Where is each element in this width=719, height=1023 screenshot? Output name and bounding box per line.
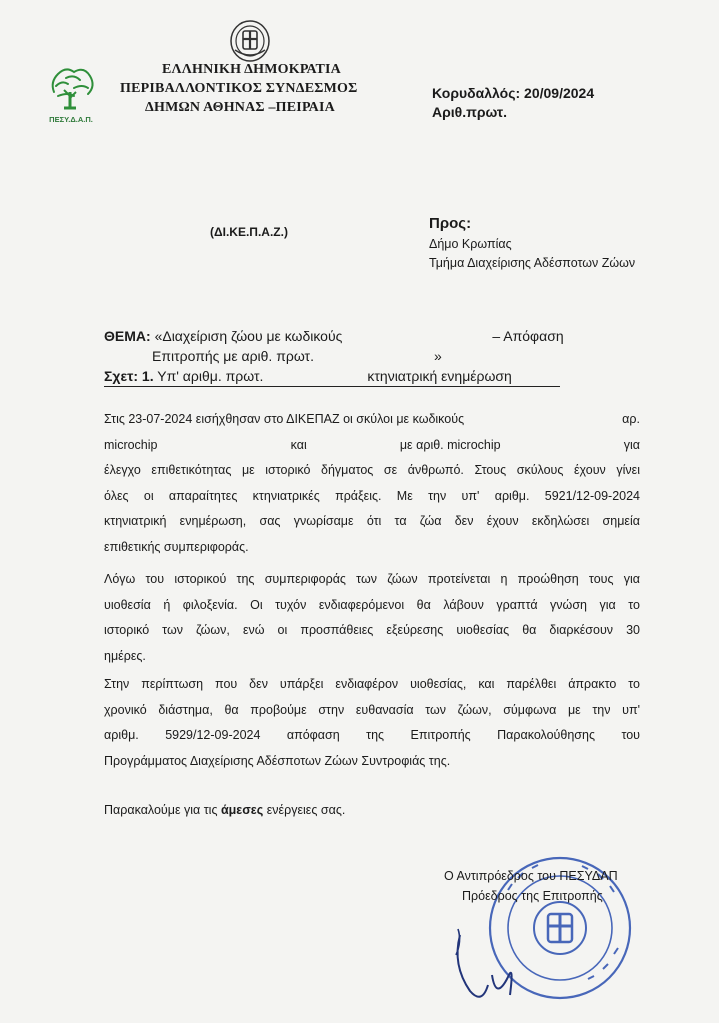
body-paragraph-2: Λόγω του ιστορικού της συμπεριφοράς των ζώων προτείνεται η προώθηση τους για υιοθεσία ή φιλοξενία. Οι τυχόν ενδιαφερόμενοι θα λάβουν γραπτά γνώση για το ιστορικό των ζώων, ενώ οι προσπάθειες εξεύρεσης υιοθεσίας θα διαρκέσουν 30 ημέρες. (104, 572, 640, 663)
redacted-reference (263, 368, 367, 384)
reference-line: Σχετ: 1. Υπ' αριθμ. πρωτ. κτηνιατρική ενημέρωση (104, 368, 512, 384)
subject-line-2: Επιτροπής με αριθ. πρωτ. » (152, 348, 442, 364)
header-line-2: ΠΕΡΙΒΑΛΛΟΝΤΙΚΟΣ ΣΥΝΔΕΣΜΟΣ (120, 81, 358, 96)
redacted-protocol (507, 104, 547, 120)
redacted-codes (342, 328, 492, 344)
signature-line-2: Πρόεδρος της Επιτροπής (462, 889, 603, 903)
recipient-line-1: Δήμο Κρωπίας (429, 237, 512, 251)
reference-label: Σχετ: 1. (104, 368, 154, 384)
protocol-number-label: Αριθ.πρωτ. (432, 104, 547, 120)
recipient-label: Προς: (429, 215, 472, 232)
header-line-3: ΔΗΜΩΝ ΑΘΗΝΑΣ –ΠΕΙΡΑΙΑ (145, 100, 335, 115)
signature-line-1: Ο Αντιπρόεδρος του ΠΕΣΥΔΑΠ (444, 869, 618, 883)
header-line-1: ΕΛΛΗΝΙΚΗ ΔΗΜΟΚΡΑΤΙΑ (162, 62, 341, 77)
body-paragraph-1: Στις 23-07-2024 εισήχθησαν στο ΔΙΚΕΠΑΖ οι σκύλοι με κωδικούς αρ. microchip και με αριθ. microchip για έλεγχο επιθετικότητας με ιστορικό δήγματος σε άνθρωπό. Στους σκύλους έχουν γίνει όλες οι απαραίτητες κτηνιατρικές πράξεις. Με την υπ' αριθμ. 5921/12-09-2024 κτηνιατρική ενημέρωση, σας γνωρίσαμε ότι τα ζώα δεν έχουν εκδηλώσει σημεία επιθετικής συμπεριφοράς. (104, 407, 640, 560)
logo-caption: ΠΕΣΥ.Δ.Α.Π. (49, 115, 93, 124)
closing-line: Παρακαλούμε για τις άμεσες ενέργειες σας. (104, 803, 346, 817)
place-date: Κορυδαλλός: 20/09/2024 (432, 85, 595, 101)
subject-block: ΘΕΜΑ: «Διαχείριση ζώου με κωδικούς – Απόφαση (104, 328, 564, 344)
subject-label: ΘΕΜΑ: (104, 328, 151, 344)
recipient-line-2: Τμήμα Διαχείρισης Αδέσποτων Ζώων (429, 256, 636, 270)
reference-underline (104, 386, 560, 387)
redacted-decision-number (314, 348, 434, 364)
body-paragraph-3: Στην περίπτωση που δεν υπάρξει ενδιαφέρον υιοθεσίας, και παρέλθει άπρακτο το χρονικό διάστημα, θα προβούμε στην ευθανασία των ζώων, σύμφωνα με την υπ' αριθμ. 5929/12-09-2024 απόφαση της Επιτροπής Παρακολούθησης του Προγράμματος Διαχείρισης Αδέσποτων Ζώων Συντροφιάς της. (104, 677, 640, 768)
department-label: (ΔΙ.ΚΕ.Π.Α.Ζ.) (210, 225, 288, 239)
handwritten-signature (448, 905, 598, 1015)
pesydap-logo (44, 62, 98, 124)
greek-emblem (229, 20, 271, 62)
